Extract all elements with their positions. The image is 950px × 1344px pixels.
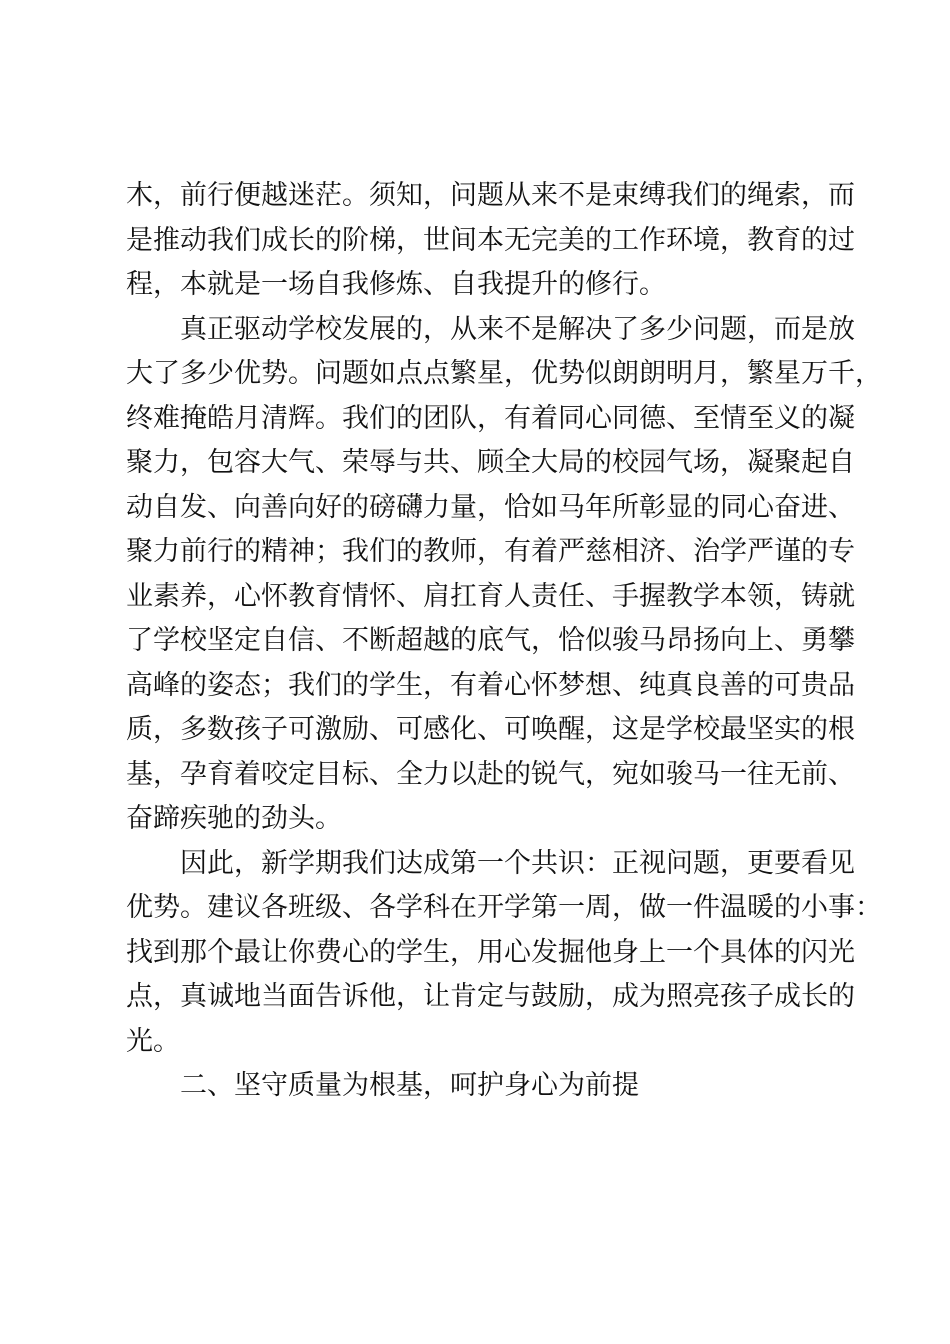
text-line: 大了多少优势。问题如点点繁星，优势似朗朗明月，繁星万千， (126, 358, 882, 389)
text-line: 程，本就是一场自我修炼、自我提升的修行。 (126, 269, 666, 300)
text-line: 高峰的姿态；我们的学生，有着心怀梦想、纯真良善的可贵品 (126, 669, 855, 701)
paragraph (126, 308, 882, 842)
text-line: 动自发、向善向好的磅礴力量，恰如马年所彰显的同心奋进、 (126, 491, 855, 523)
text-line: 优势。建议各班级、各学科在开学第一周，做一件温暖的小事： (126, 892, 882, 923)
text-line: 奋蹄疾驰的劲头。 (126, 803, 342, 834)
text-line: 终难掩皓月清辉。我们的团队，有着同心同德、至情至义的凝 (126, 402, 855, 434)
text-line: 聚力前行的精神；我们的教师，有着严慈相济、治学严谨的专 (126, 536, 855, 567)
text-line: 基，孕育着咬定目标、全力以赴的锐气，宛如骏马一往无前、 (126, 758, 855, 790)
text-line: 业素养，心怀教育情怀、肩扛育人责任、手握教学本领，铸就 (126, 580, 855, 612)
text-line: 木，前行便越迷茫。须知，问题从来不是束缚我们的绳索，而 (126, 180, 855, 211)
text-line: 二、坚守质量为根基，呵护身心为前提 (180, 1070, 639, 1101)
section-heading (126, 1064, 852, 1109)
text-line: 质，多数孩子可激励、可感化、可唤醒，这是学校最坚实的根 (126, 714, 855, 745)
text-line: 真正驱动学校发展的，从来不是解决了多少问题，而是放 (180, 313, 855, 345)
text-line: 了学校坚定自信、不断超越的底气，恰似骏马昂扬向上、勇攀 (126, 625, 855, 656)
text-line: 是推动我们成长的阶梯，世间本无完美的工作环境，教育的过 (126, 224, 855, 256)
paragraph (126, 842, 882, 1065)
paragraph (126, 174, 855, 308)
body-text (126, 174, 882, 1109)
text-line: 因此，新学期我们达成第一个共识：正视问题，更要看见 (180, 847, 855, 879)
text-line: 找到那个最让你费心的学生，用心发掘他身上一个具体的闪光 (126, 936, 855, 968)
text-line: 聚力，包容大气、荣辱与共、顾全大局的校园气场，凝聚起自 (126, 447, 855, 478)
text-line: 点，真诚地当面告诉他，让肯定与鼓励，成为照亮孩子成长的 (126, 981, 855, 1012)
text-line: 光。 (126, 1025, 180, 1057)
